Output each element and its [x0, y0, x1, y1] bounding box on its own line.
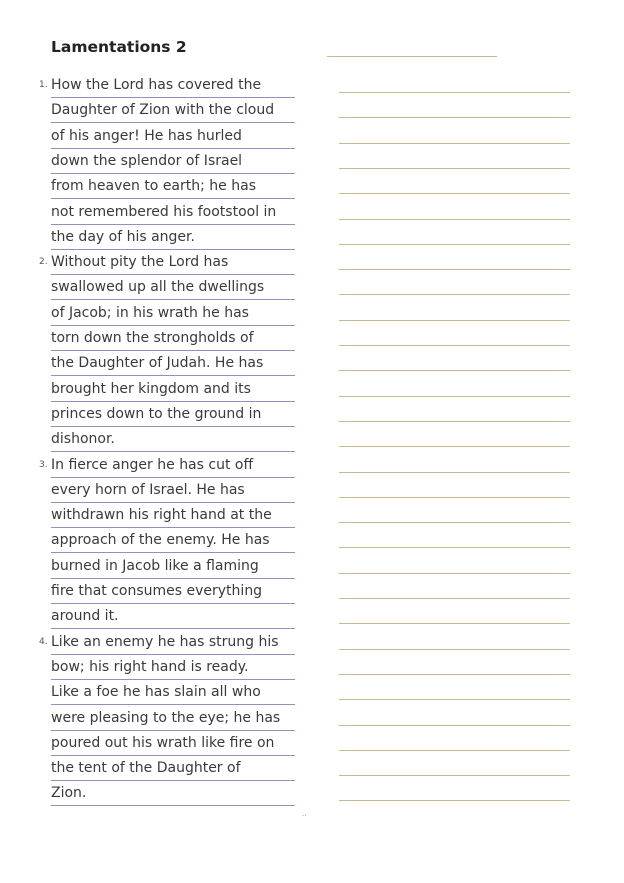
- verse-line: princes down to the ground in: [51, 402, 295, 427]
- verse-line: Like a foe he has slain all who: [51, 680, 295, 705]
- writing-line[interactable]: [339, 117, 570, 118]
- writing-line[interactable]: [339, 699, 570, 700]
- writing-line[interactable]: [339, 244, 570, 245]
- verse-line: Zion.: [51, 781, 295, 806]
- verse-line: torn down the strongholds of: [51, 326, 295, 351]
- writing-line[interactable]: [339, 92, 570, 93]
- writing-line[interactable]: [339, 193, 570, 194]
- writing-line[interactable]: [339, 294, 570, 295]
- verse-line: withdrawn his right hand at the: [51, 503, 295, 528]
- verse-line: In fierce anger he has cut off: [51, 453, 295, 478]
- verse-line: fire that consumes everything: [51, 579, 295, 604]
- verse-line: not remembered his footstool in: [51, 200, 295, 225]
- verse-line: of Jacob; in his wrath he has: [51, 301, 295, 326]
- writing-line[interactable]: [339, 598, 570, 599]
- verse-line: dishonor.: [51, 427, 295, 452]
- writing-line[interactable]: [339, 345, 570, 346]
- verse-line: poured out his wrath like fire on: [51, 731, 295, 756]
- verse-line: burned in Jacob like a flaming: [51, 554, 295, 579]
- writing-line[interactable]: [339, 674, 570, 675]
- verse-line: from heaven to earth; he has: [51, 174, 295, 199]
- writing-line[interactable]: [339, 649, 570, 650]
- verse-number: 4.: [39, 636, 48, 647]
- verse-line: of his anger! He has hurled: [51, 124, 295, 149]
- writing-line[interactable]: [339, 497, 570, 498]
- verse-line: around it.: [51, 604, 295, 629]
- verse-line: down the splendor of Israel: [51, 149, 295, 174]
- writing-line[interactable]: [339, 168, 570, 169]
- verse-line: brought her kingdom and its: [51, 377, 295, 402]
- verse-number: 2.: [39, 257, 48, 268]
- verse-line: approach of the enemy. He has: [51, 528, 295, 553]
- verse-line: the day of his anger.: [51, 225, 295, 250]
- verse-number: 3.: [39, 459, 48, 470]
- verse-line: swallowed up all the dwellings: [51, 275, 295, 300]
- verse-line: How the Lord has covered the: [51, 73, 295, 98]
- writing-line[interactable]: [339, 472, 570, 473]
- verse-line: bow; his right hand is ready.: [51, 655, 295, 680]
- writing-line[interactable]: [339, 143, 570, 144]
- writing-line[interactable]: [339, 547, 570, 548]
- writing-line[interactable]: [339, 219, 570, 220]
- verse-line: every horn of Israel. He has: [51, 478, 295, 503]
- verse-line: Daughter of Zion with the cloud: [51, 98, 295, 123]
- verse-line: were pleasing to the eye; he has: [51, 706, 295, 731]
- page-number-mark: ··: [302, 812, 307, 820]
- writing-line[interactable]: [339, 446, 570, 447]
- writing-line[interactable]: [339, 421, 570, 422]
- page-title: Lamentations 2: [51, 38, 187, 56]
- verse-number: 1.: [39, 80, 48, 90]
- writing-line[interactable]: [339, 269, 570, 270]
- writing-line[interactable]: [339, 573, 570, 574]
- writing-line[interactable]: [339, 370, 570, 371]
- title-writing-line: [327, 56, 497, 57]
- writing-line[interactable]: [339, 750, 570, 751]
- verse-line: the tent of the Daughter of: [51, 756, 295, 781]
- verse-line: Like an enemy he has strung his: [51, 630, 295, 655]
- writing-line[interactable]: [339, 320, 570, 321]
- verse-line: Without pity the Lord has: [51, 250, 295, 275]
- writing-line[interactable]: [339, 623, 570, 624]
- writing-line[interactable]: [339, 522, 570, 523]
- writing-line[interactable]: [339, 800, 570, 801]
- writing-line[interactable]: [339, 396, 570, 397]
- verse-line: the Daughter of Judah. He has: [51, 351, 295, 376]
- writing-line[interactable]: [339, 775, 570, 776]
- writing-line[interactable]: [339, 725, 570, 726]
